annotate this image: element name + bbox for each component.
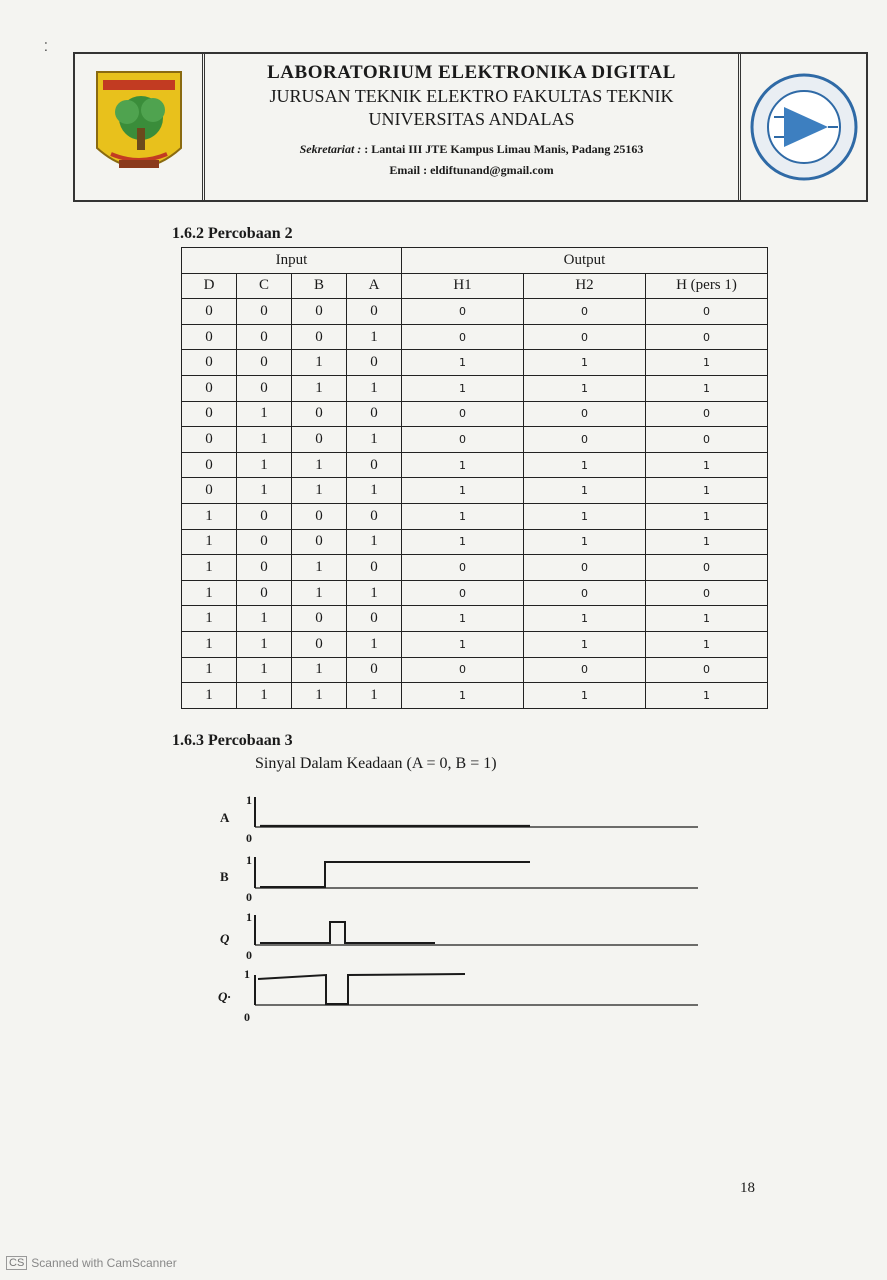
input-cell: 1: [347, 529, 402, 555]
table-row: [182, 555, 768, 581]
lab-logo: [741, 54, 866, 200]
input-cell: 0: [182, 375, 237, 401]
secretariat-text: : Lantai III JTE Kampus Limau Manis, Padang 25163: [364, 142, 644, 156]
input-cell: 0: [182, 324, 237, 350]
input-cell: 1: [292, 555, 347, 581]
output-cell: 1: [524, 375, 646, 401]
input-cell: 0: [237, 529, 292, 555]
output-group-header: Output: [402, 248, 768, 274]
table-row: [182, 452, 768, 478]
input-cell: 1: [237, 478, 292, 504]
signal-label-a: A: [220, 810, 230, 825]
output-cell: 0: [646, 427, 768, 453]
table-row: [182, 683, 768, 709]
output-cell: 0: [524, 657, 646, 683]
lab-title: LABORATORIUM ELEKTRONIKA DIGITAL: [267, 62, 676, 83]
signal-label-q-not: Q·: [218, 989, 231, 1004]
table-row: [182, 503, 768, 529]
letterhead-text: [205, 54, 741, 200]
input-cell: 0: [182, 452, 237, 478]
input-cell: 1: [237, 631, 292, 657]
table-row: [182, 657, 768, 683]
output-cell: 1: [646, 452, 768, 478]
input-cell: 0: [292, 401, 347, 427]
output-cell: 1: [402, 503, 524, 529]
output-cell: 0: [646, 324, 768, 350]
input-cell: 0: [182, 478, 237, 504]
input-cell: 1: [182, 580, 237, 606]
input-cell: 1: [347, 478, 402, 504]
output-cell: 0: [524, 401, 646, 427]
input-cell: 0: [292, 606, 347, 632]
input-cell: 0: [347, 606, 402, 632]
output-cell: 1: [402, 631, 524, 657]
output-cell: 1: [402, 375, 524, 401]
input-cell: 0: [292, 503, 347, 529]
input-cell: 1: [292, 375, 347, 401]
column-header: H1: [402, 273, 524, 299]
table-row: [182, 427, 768, 453]
scanner-text: Scanned with CamScanner: [31, 1256, 177, 1270]
input-cell: 0: [182, 350, 237, 376]
column-header: H (pers 1): [646, 273, 768, 299]
input-cell: 1: [292, 683, 347, 709]
input-cell: 0: [292, 427, 347, 453]
column-header: H2: [524, 273, 646, 299]
output-cell: 1: [646, 375, 768, 401]
input-cell: 0: [237, 324, 292, 350]
output-cell: 0: [646, 580, 768, 606]
output-cell: 1: [402, 478, 524, 504]
output-cell: 1: [524, 350, 646, 376]
signal-label-q: Q: [220, 931, 230, 946]
letterhead: [73, 52, 868, 202]
input-cell: 0: [237, 299, 292, 325]
signal-q-high-label: 1: [246, 910, 252, 924]
table-row: [182, 478, 768, 504]
input-cell: 0: [292, 299, 347, 325]
table-row: [182, 631, 768, 657]
column-header: A: [347, 273, 402, 299]
input-cell: 0: [292, 529, 347, 555]
output-cell: 0: [402, 324, 524, 350]
table-row: [182, 299, 768, 325]
input-cell: 0: [182, 299, 237, 325]
output-cell: 1: [524, 606, 646, 632]
table-row: [182, 580, 768, 606]
output-cell: 1: [402, 606, 524, 632]
input-cell: 1: [292, 580, 347, 606]
signal-a-high-label: 1: [246, 793, 252, 807]
signal-qnot-low-label: 0: [244, 1010, 250, 1024]
input-cell: 0: [347, 555, 402, 581]
input-cell: 0: [347, 350, 402, 376]
output-cell: 0: [402, 580, 524, 606]
signal-a-low-label: 0: [246, 831, 252, 845]
input-cell: 0: [237, 580, 292, 606]
scanner-watermark: [6, 1256, 177, 1270]
input-cell: 1: [182, 529, 237, 555]
table-group-header-row: [182, 248, 768, 274]
output-cell: 0: [524, 324, 646, 350]
input-cell: 0: [347, 503, 402, 529]
output-cell: 0: [646, 401, 768, 427]
input-cell: 0: [237, 555, 292, 581]
output-cell: 0: [402, 299, 524, 325]
output-cell: 1: [646, 350, 768, 376]
output-cell: 1: [402, 529, 524, 555]
input-cell: 0: [237, 375, 292, 401]
input-cell: 0: [347, 401, 402, 427]
signal-b-high-label: 1: [246, 853, 252, 867]
university-title: UNIVERSITAS ANDALAS: [368, 109, 575, 129]
signal-label-b: B: [220, 869, 229, 884]
input-cell: 1: [182, 657, 237, 683]
column-header: D: [182, 273, 237, 299]
input-group-header: Input: [182, 248, 402, 274]
input-cell: 1: [347, 375, 402, 401]
signal-qnot-high-label: 1: [244, 967, 250, 981]
section-heading-percobaan-3: 1.6.3 Percobaan 3: [172, 732, 293, 749]
output-cell: 1: [646, 478, 768, 504]
output-cell: 1: [646, 683, 768, 709]
output-cell: 0: [646, 555, 768, 581]
input-cell: 0: [182, 427, 237, 453]
table-row: [182, 606, 768, 632]
input-cell: 1: [237, 452, 292, 478]
column-header: B: [292, 273, 347, 299]
secretariat-label: Sekretariat :: [299, 142, 362, 156]
output-cell: 1: [524, 503, 646, 529]
output-cell: 0: [646, 657, 768, 683]
input-cell: 1: [292, 350, 347, 376]
input-cell: 0: [237, 350, 292, 376]
input-cell: 1: [237, 401, 292, 427]
email-line: Email : eldiftunand@gmail.com: [389, 163, 554, 177]
scan-speck: ⁚: [44, 40, 48, 54]
output-cell: 0: [402, 657, 524, 683]
page-number: 18: [740, 1180, 755, 1196]
input-cell: 1: [292, 478, 347, 504]
input-cell: 0: [292, 631, 347, 657]
output-cell: 1: [646, 631, 768, 657]
timing-diagram: [200, 785, 720, 1025]
input-cell: 0: [182, 401, 237, 427]
table-row: [182, 324, 768, 350]
output-cell: 1: [524, 631, 646, 657]
signal-b-low-label: 0: [246, 890, 252, 904]
input-cell: 0: [237, 503, 292, 529]
waveform-b: [260, 862, 530, 887]
waveform-q: [260, 922, 435, 943]
output-cell: 0: [524, 427, 646, 453]
input-cell: 1: [347, 427, 402, 453]
output-cell: 1: [524, 683, 646, 709]
input-cell: 1: [347, 580, 402, 606]
output-cell: 1: [524, 529, 646, 555]
output-cell: 1: [524, 452, 646, 478]
input-cell: 1: [237, 683, 292, 709]
output-cell: 1: [402, 683, 524, 709]
input-cell: 0: [347, 299, 402, 325]
input-cell: 1: [347, 683, 402, 709]
input-cell: 0: [347, 657, 402, 683]
input-cell: 1: [182, 683, 237, 709]
waveform-q-not: [258, 974, 465, 1004]
signal-caption: Sinyal Dalam Keadaan (A = 0, B = 1): [255, 755, 497, 772]
output-cell: 1: [646, 529, 768, 555]
output-cell: 0: [402, 401, 524, 427]
output-cell: 1: [646, 606, 768, 632]
input-cell: 0: [292, 324, 347, 350]
column-header: C: [237, 273, 292, 299]
input-cell: 1: [292, 452, 347, 478]
table-column-header-row: [182, 273, 768, 299]
truth-table: [181, 247, 768, 709]
output-cell: 0: [524, 299, 646, 325]
output-cell: 1: [402, 350, 524, 376]
output-cell: 1: [524, 478, 646, 504]
input-cell: 1: [182, 606, 237, 632]
output-cell: 0: [524, 580, 646, 606]
output-cell: 0: [402, 555, 524, 581]
output-cell: 1: [646, 503, 768, 529]
input-cell: 1: [182, 503, 237, 529]
input-cell: 1: [237, 657, 292, 683]
input-cell: 1: [182, 631, 237, 657]
input-cell: 1: [237, 427, 292, 453]
university-logo: [75, 54, 205, 200]
input-cell: 1: [347, 631, 402, 657]
secretariat-address: [205, 142, 738, 157]
output-cell: 1: [402, 452, 524, 478]
signal-q-low-label: 0: [246, 948, 252, 962]
input-cell: 1: [347, 324, 402, 350]
input-cell: 1: [182, 555, 237, 581]
department-title: JURUSAN TEKNIK ELEKTRO FAKULTAS TEKNIK: [269, 86, 674, 106]
camscanner-icon: CS: [6, 1256, 27, 1270]
input-cell: 1: [237, 606, 292, 632]
table-row: [182, 529, 768, 555]
output-cell: 0: [524, 555, 646, 581]
truth-table-body: [182, 299, 768, 709]
input-cell: 0: [347, 452, 402, 478]
table-row: [182, 401, 768, 427]
table-row: [182, 375, 768, 401]
input-cell: 1: [292, 657, 347, 683]
output-cell: 0: [402, 427, 524, 453]
section-heading-percobaan-2: 1.6.2 Percobaan 2: [172, 225, 293, 242]
table-row: [182, 350, 768, 376]
output-cell: 0: [646, 299, 768, 325]
